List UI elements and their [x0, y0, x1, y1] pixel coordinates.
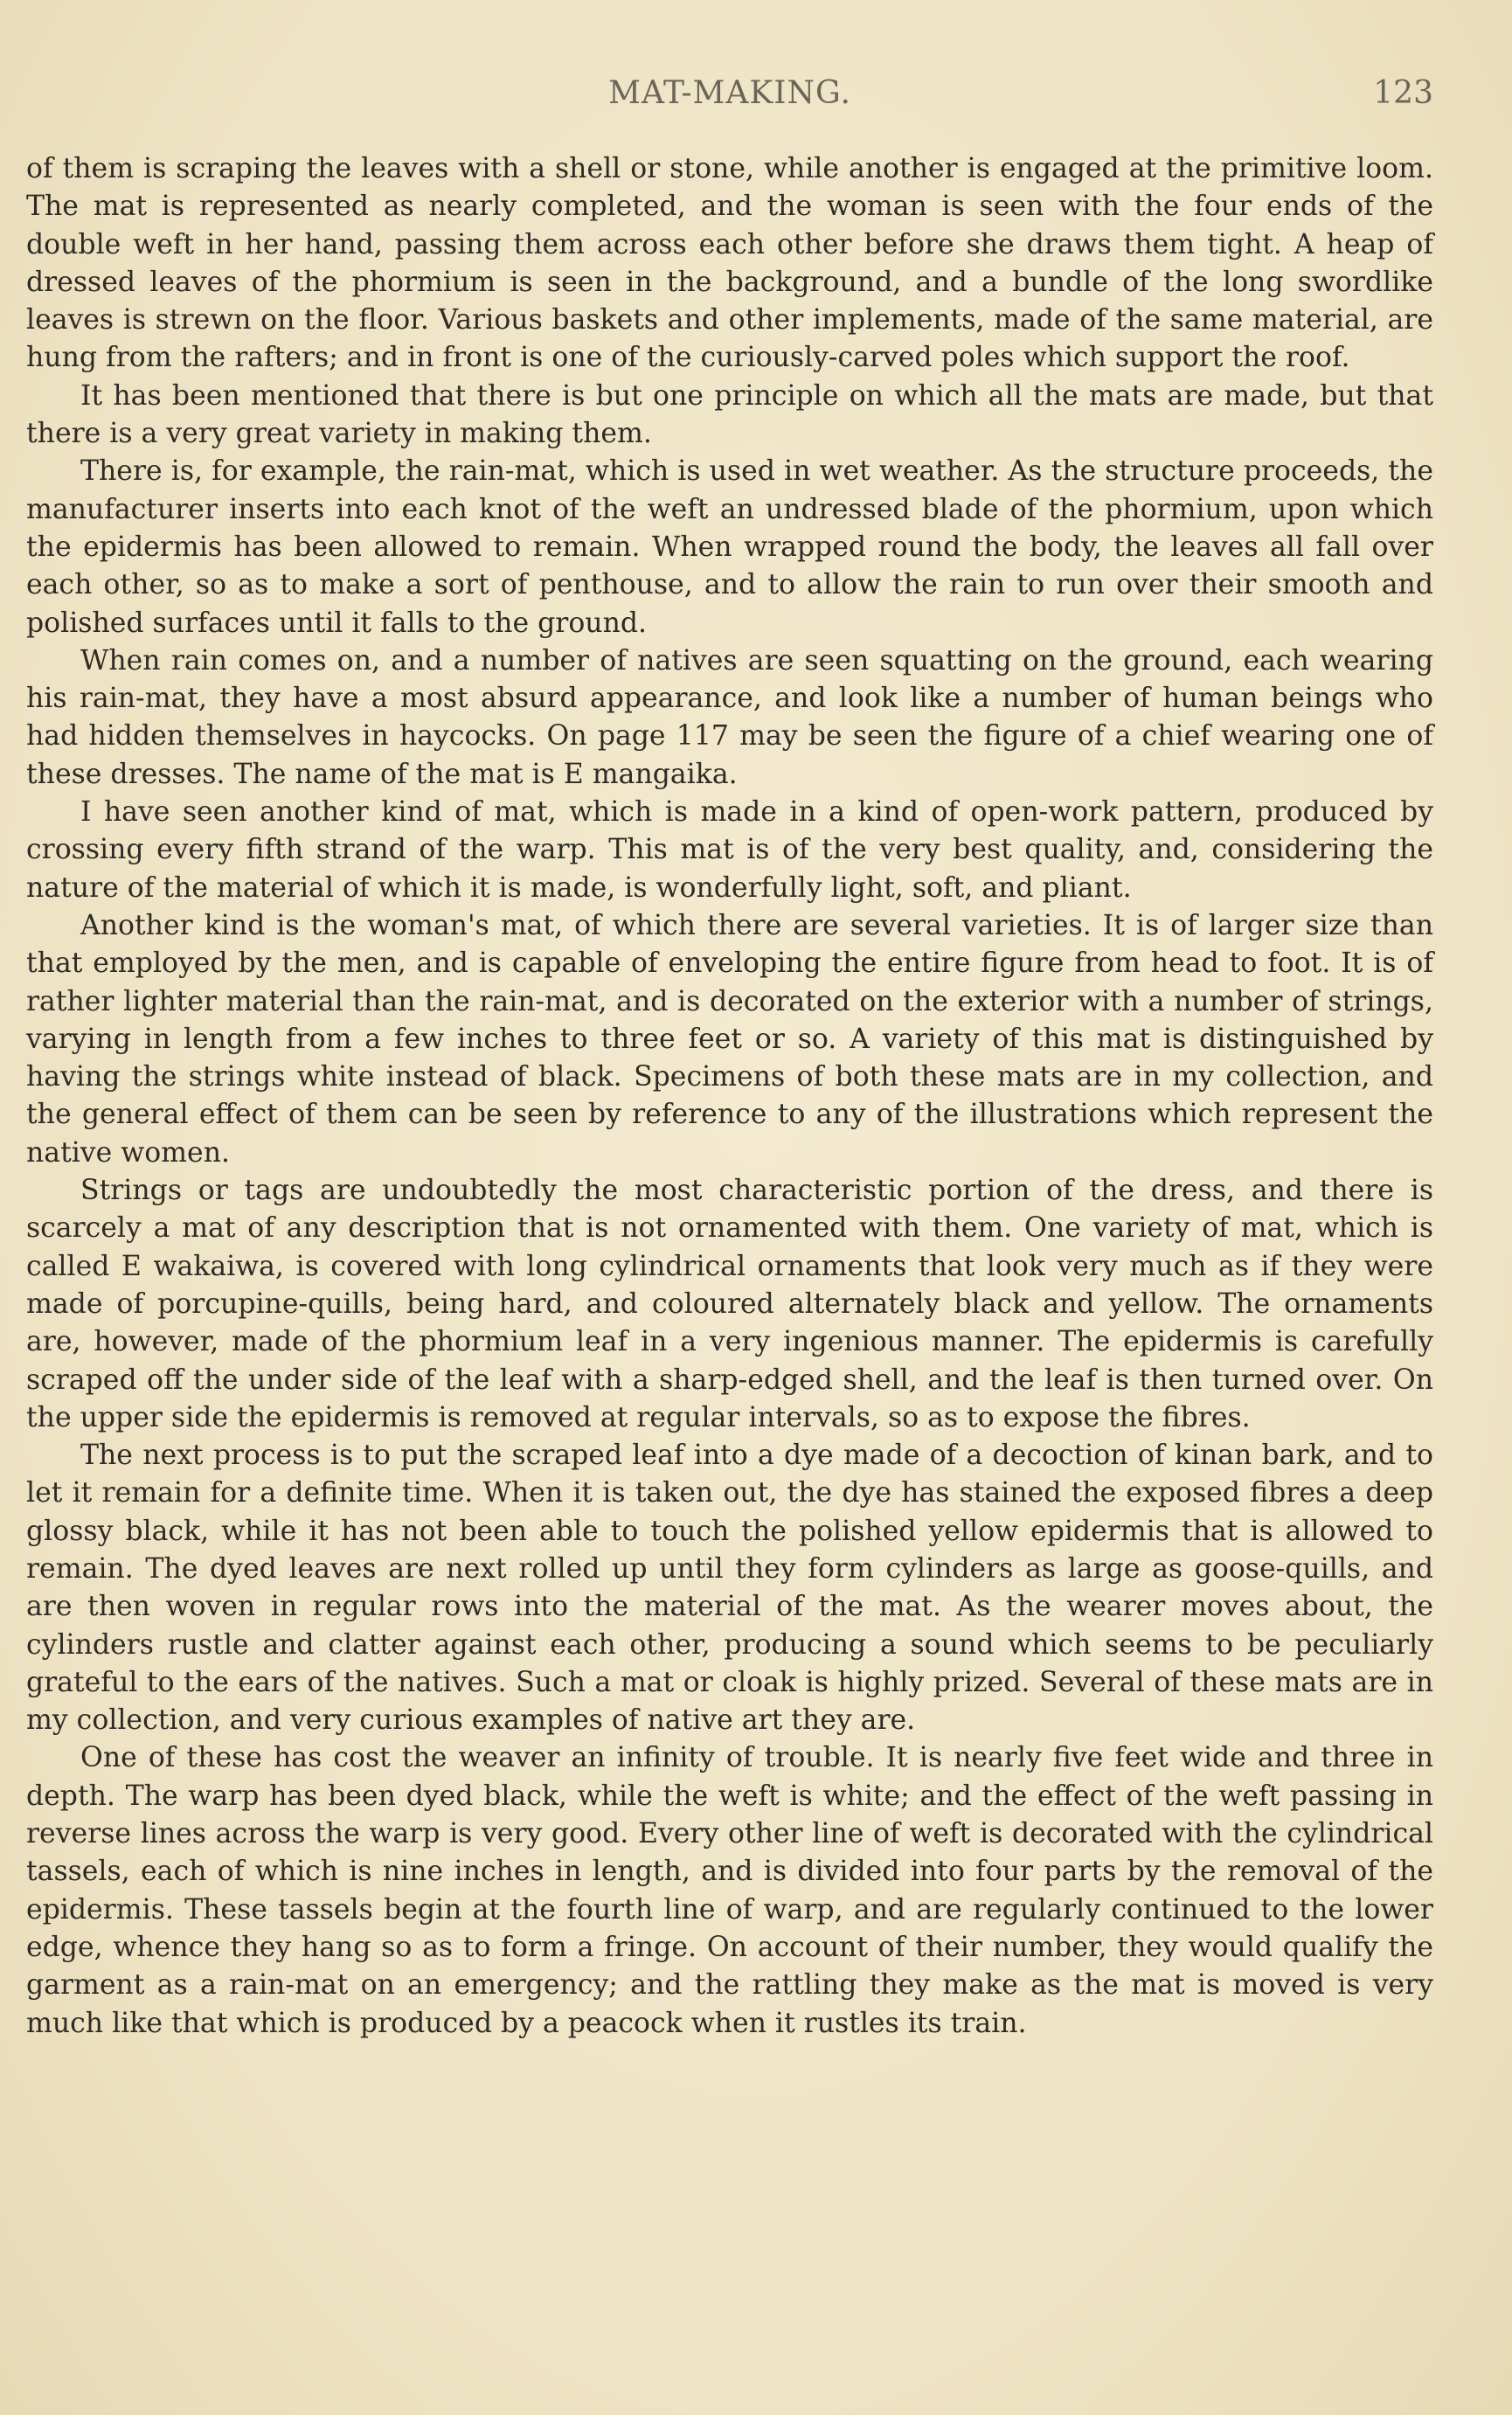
running-title: MAT-MAKING.	[608, 75, 851, 111]
paragraph: There is, for example, the rain-mat, which is used in wet weather. As the structure proceeds, the manufacturer inserts into each knot of the weft an undressed blade of the phormium, upon which the epidermis has been allowed to remain. When wrapped round the body, the leaves all fall over each other, so as to make a sort of penthouse, and to allow the rain to run over their smooth and polished surfaces until it falls to the ground.	[26, 455, 1433, 639]
running-head	[26, 75, 1433, 119]
page-number: 123	[1373, 75, 1433, 111]
paragraph-continuation: of them is scraping the leaves with a shell or stone, while another is engaged at the primitive loom. The mat is represented as nearly completed, and the woman is seen with the four ends of the double weft in her hand, passing them across each other before she draws them tight. A heap of dressed leaves of the phormium is seen in the background, and a bundle of the long swordlike leaves is strewn on the floor. Various baskets and other implements, made of the same material, are hung from the rafters; and in front is one of the curiously-carved poles which support the roof.	[26, 153, 1433, 374]
paragraph: Strings or tags are undoubtedly the most characteristic portion of the dress, and there is scarcely a mat of any description that is not ornamented with them. One variety of mat, which is called E wakaiwa, is covered with long cylindrical ornaments that look very much as if they were made of porcupine-quills, being hard, and coloured alternately black and yellow. The ornaments are, however, made of the phormium leaf in a very ingenious manner. The epidermis is carefully scraped off the under side of the leaf with a sharp-edged shell, and the leaf is then turned over. On the upper side the epidermis is removed at regular intervals, so as to expose the fibres.	[26, 1175, 1433, 1433]
paragraph: I have seen another kind of mat, which is made in a kind of open-work pattern, produced by crossing every fifth strand of the warp. This mat is of the very best quality, and, considering the nature of the material of which it is made, is wonderfully light, soft, and pliant.	[26, 796, 1433, 904]
paragraph: The next process is to put the scraped leaf into a dye made of a decoction of kinan bark, and to let it remain for a definite time. When it is taken out, the dye has stained the exposed fibres a deep glossy black, while it has not been able to touch the polished yellow epidermis that is allowed to remain. The dyed leaves are next rolled up until they form cylinders as large as goose-quills, and are then woven in regular rows into the material of the mat. As the wearer moves about, the cylinders rustle and clatter against each other, producing a sound which seems to be peculiarly grateful to the ears of the natives. Such a mat or cloak is highly prized. Several of these mats are in my collection, and very curious examples of native art they are.	[26, 1440, 1433, 1737]
body-text	[26, 150, 1433, 2043]
paragraph: Another kind is the woman's mat, of which there are several varieties. It is of larger size than that employed by the men, and is capable of enveloping the entire figure from head to foot. It is of rather lighter material than the rain-mat, and is decorated on the exterior with a number of strings, varying in length from a few inches to three feet or so. A variety of this mat is distinguished by having the strings white instead of black. Specimens of both these mats are in my collection, and the general effect of them can be seen by reference to any of the illustrations which represent the native women.	[26, 909, 1433, 1169]
paragraph: When rain comes on, and a number of natives are seen squatting on the ground, each wearing his rain-mat, they have a most absurd appearance, and look like a number of human beings who had hidden themselves in haycocks. On page 117 may be seen the figure of a chief wearing one of these dresses. The name of the mat is E mangaika.	[26, 644, 1433, 790]
paragraph: It has been mentioned that there is but one principle on which all the mats are made, but that there is a very great variety in making them.	[26, 379, 1433, 450]
paragraph: One of these has cost the weaver an infinity of trouble. It is nearly five feet wide and three in depth. The warp has been dyed black, while the weft is white; and the effect of the weft passing in reverse lines across the warp is very good. Every other line of weft is decorated with the cylindrical tassels, each of which is nine inches in length, and is divided into four parts by the removal of the epidermis. These tassels begin at the fourth line of warp, and are regularly continued to the lower edge, whence they hang so as to form a fringe. On account of their number, they would qualify the garment as a rain-mat on an emergency; and the rattling they make as the mat is moved is very much like that which is produced by a peacock when it rustles its train.	[26, 1742, 1433, 2039]
